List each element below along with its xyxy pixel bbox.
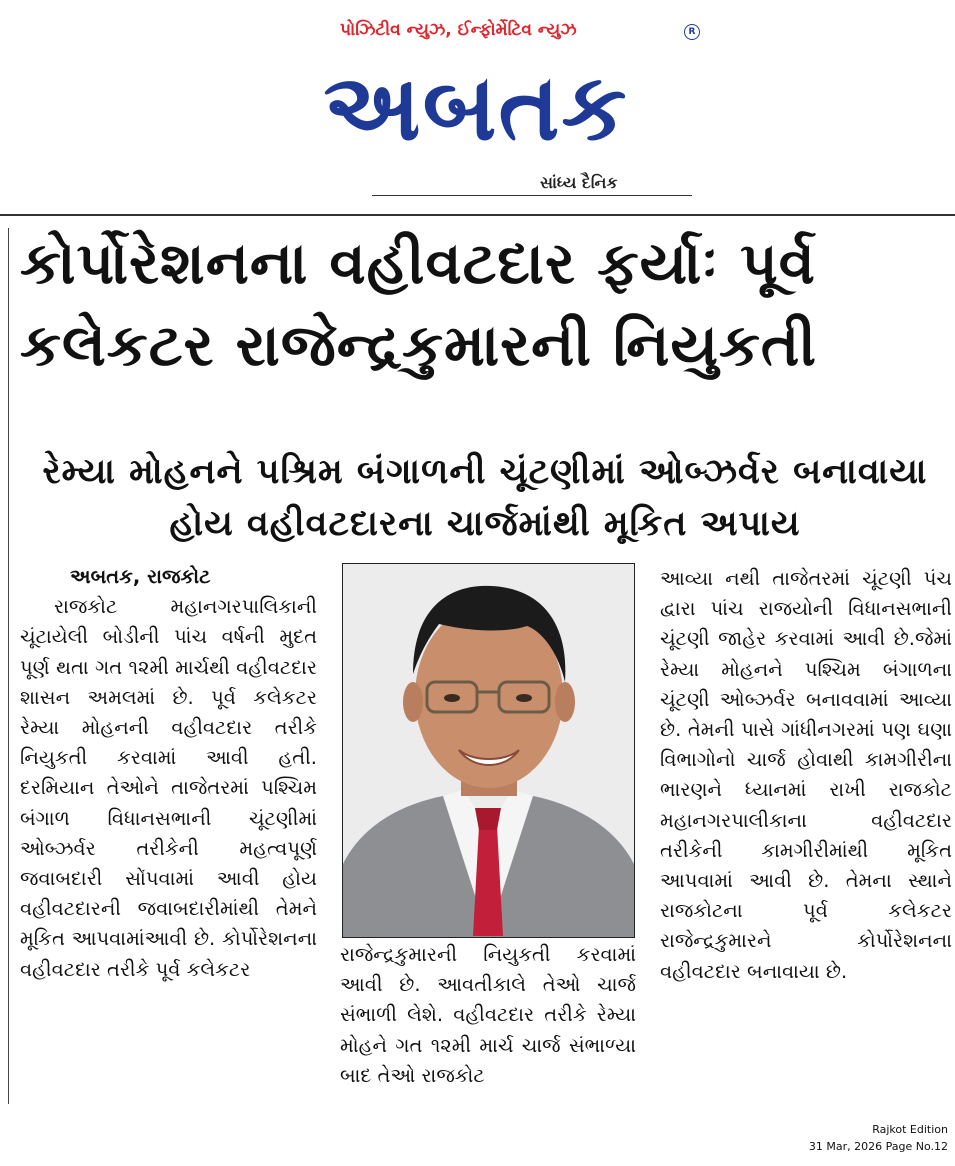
column-1-text: રાજકોટ મહાનગરપાલિકાની ચૂંટાયેલી બોડીની પાંચ વર્ષની મુદત પૂર્ણ થતા ગત ૧૨મી માર્ચથી વહીવટદાર શાસન અમલમાં છે. પૂર્વ કલેકટર રેમ્યા મોહનની વહીવટદાર તરીકે નિયુકતી કરવામાં આવી હતી. દરમિયાન તેઓને તાજેતરમાં પશ્ચિમ બંગાળ વિધાનસભાની ચૂંટણીમાં ઓબ્ઝર્વર તરીકેની મહત્વપૂર્ણ જવાબદારી સોંપવામાં આવી હોય વહીવટદારની જવાબદારીમાંથી તેમને મૂકિત આપવામાંઆવી છે. કોર્પોરેશનના વહીવટદાર તરીકે પૂર્વ કલેકટર bbox=[20, 595, 317, 981]
masthead-subtitle: સાંધ્ય દૈનિક bbox=[540, 173, 618, 192]
registered-mark-icon: R bbox=[684, 24, 700, 40]
article-column-3 bbox=[660, 564, 952, 987]
masthead bbox=[0, 0, 955, 215]
edition-date-page: 31 Mar, 2026 Page No.12 bbox=[808, 1140, 948, 1153]
header-divider-right bbox=[260, 214, 955, 216]
article-subheadline: રેમ્યા મોહનને પશ્રિમ બંગાળની ચૂંટણીમાં ઓબ્ઝર્વર બનાવાયા હોય વહીવટદારના ચાર્જમાંથી મૂકિત અપાય bbox=[42, 452, 928, 544]
column-3-text: આવ્યા નથી તાજેતરમાં ચૂંટણી પંચ દ્વારા પાંચ રાજયોની વિધાનસભાની ચૂંટણી જાહેર કરવામાં આવી છે.જેમાં રેમ્યા મોહનને પશ્ચિમ બંગાળના ચૂંટણી ઓબ્ઝર્વર બનાવવામાં આવ્યા છે. તેમની પાસે ગાંધીનગરમાં પણ ઘણા વિભાગોનો ચાર્જ હોવાથી કામગીરીના ભારણને ધ્યાનમાં રાખી રાજકોટ મહાનગરપાલીકાના વહીવટદાર તરીકેની કામગીરીમાંથી મૂકિત આપવામાં આવી છે. તેમના સ્થાને રાજકોટના પૂર્વ કલેકટર રાજેન્દ્રકુમારને કોર્પોરેશનના વહીવટદાર બનાવાયા છે. bbox=[660, 567, 952, 983]
masthead-tagline: પોઝિટીવ ન્યુઝ, ઈન્ફોર્મેટિવ ન્યુઝ bbox=[340, 20, 577, 40]
logo-wordmark: અબતક bbox=[323, 54, 629, 161]
article-byline: અબતક, રાજકોટ bbox=[70, 565, 211, 588]
edition-info bbox=[760, 1121, 948, 1155]
newspaper-logo bbox=[258, 46, 694, 176]
column-2-text: રાજેન્દ્રકુમારની નિયુકતી કરવામાં આવી છે. આવતીકાલે તેઓ ચાર્જ સંભાળી લેશે. વહીવટદાર તરીકે રેમ્યા મોહને ગત ૧૨મી માર્ચ ચાર્જ સંભાળ્યા બાદ તેઓ રાજકોટ bbox=[340, 943, 636, 1087]
article-column-1 bbox=[20, 562, 317, 985]
header-divider-left bbox=[0, 214, 260, 216]
edition-name: Rajkot Edition bbox=[872, 1123, 948, 1136]
article-headline: કોર્પોરેશનના વહીવટદાર ફર્યાઃ પૂર્વ કલેકટર રાજેન્દ્રકુમારની નિયુકતી bbox=[20, 229, 817, 379]
logo-underline bbox=[372, 195, 692, 196]
article-photo bbox=[342, 563, 635, 938]
article-left-border bbox=[8, 228, 9, 1104]
portrait-image bbox=[343, 564, 634, 937]
